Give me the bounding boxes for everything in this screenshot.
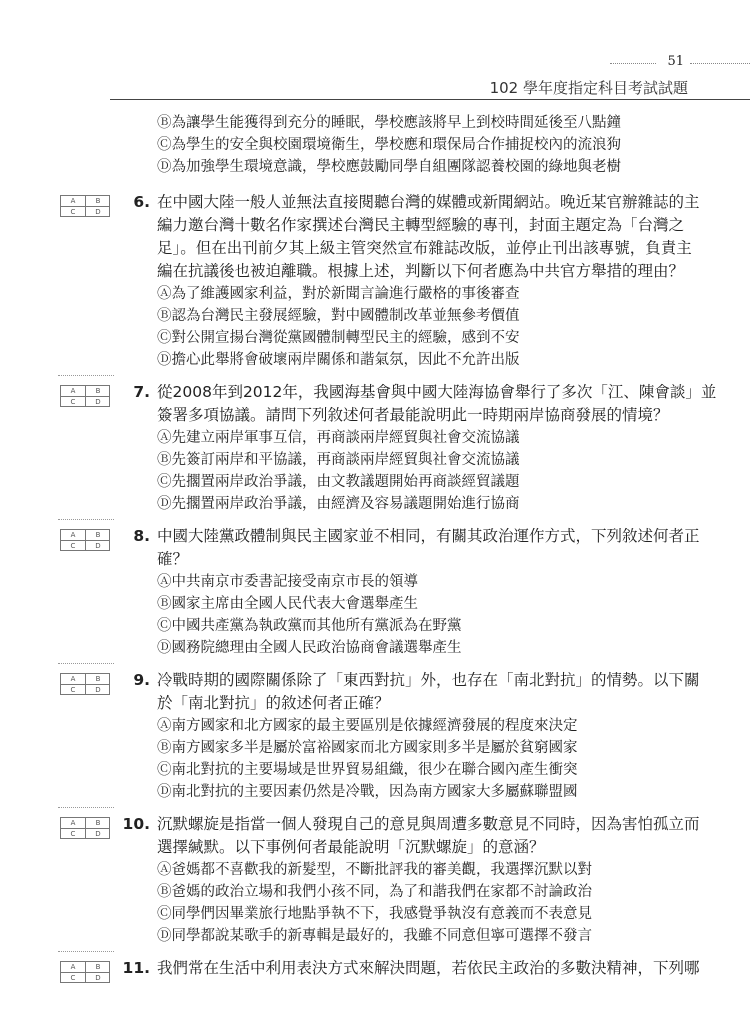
option-b: Ⓑ國家主席由全國人民代表大會選舉產生: [157, 596, 418, 612]
stem-line: 選擇緘默。以下事例何者最能說明「沉默螺旋」的意涵？: [157, 838, 545, 856]
grid-d: D: [95, 974, 101, 982]
question-stem: [0, 813, 700, 859]
option-a: Ⓐ為了維護國家利益，對於新聞言論進行嚴格的事後審查: [157, 286, 520, 302]
question-separator: [58, 807, 114, 808]
option-c: Ⓒ為學生的安全與校園環境衛生，學校應和環保局合作捕捉校內的流浪狗: [157, 137, 621, 153]
question-content: [0, 112, 750, 980]
stem-line: 沉默螺旋是指當一個人發現自己的意見與周遭多數意見不同時，因為害怕孤立而: [157, 815, 700, 833]
question-stem: [0, 191, 700, 283]
options: [0, 427, 750, 515]
option-c: Ⓒ對公開宣揚台灣從黨國體制轉型民主的經驗，感到不安: [157, 330, 520, 346]
option-c: Ⓒ先擱置兩岸政治爭議，由文教議題開始再商談經貿議題: [157, 474, 520, 490]
question-stem: [0, 525, 700, 571]
grid-a: A: [61, 674, 86, 685]
question-9: [0, 669, 750, 803]
options: [0, 571, 750, 659]
grid-c: C: [61, 973, 86, 983]
stem-line: 簽署多項協議。請問下列敘述何者最能說明此一時期兩岸協商發展的情境？: [157, 406, 669, 424]
question-number: 7.: [133, 383, 150, 401]
question-number: 9.: [133, 671, 150, 689]
page-header: [0, 0, 750, 110]
stem-line: 足」。但在出刊前夕其上級主管突然宣布雜誌改版，並停止刊出該專號，負責主: [157, 239, 692, 257]
option-d: Ⓓ為加強學生環境意識，學校應鼓勵同學自組團隊認養校園的綠地與老樹: [157, 159, 621, 175]
option-a: Ⓐ爸媽都不喜歡我的新髮型，不斷批評我的審美觀，我選擇沉默以對: [157, 862, 592, 878]
header-dots-right: [690, 63, 750, 64]
option-d: Ⓓ同學都說某歌手的新專輯是最好的，我雖不同意但寧可選擇不發言: [157, 928, 592, 944]
question-stem: [0, 669, 700, 715]
option-c: Ⓒ南北對抗的主要場域是世界貿易組織，很少在聯合國內產生衝突: [157, 762, 578, 778]
question-number: 11.: [122, 959, 150, 977]
option-c: Ⓒ中國共產黨為執政黨而其他所有黨派為在野黨: [157, 618, 462, 634]
option-b: Ⓑ為讓學生能獲得到充分的睡眠，學校應該將早上到校時間延後至八點鐘: [157, 115, 621, 131]
question-11: [0, 957, 750, 980]
grid-d: D: [95, 830, 101, 838]
grid-a: A: [61, 818, 86, 829]
header-dots-left: [610, 63, 656, 64]
question-7: [0, 381, 750, 515]
grid-b: B: [86, 386, 110, 397]
question-stem: [0, 957, 700, 980]
option-b: Ⓑ先簽訂兩岸和平協議，再商談兩岸經貿與社會交流協議: [157, 452, 520, 468]
stem-line: 冷戰時期的國際關係除了「東西對抗」外，也存在「南北對抗」的情勢。以下關: [157, 671, 700, 689]
grid-c: C: [61, 829, 86, 839]
prev-question-options: [0, 112, 750, 178]
option-d: Ⓓ國務院總理由全國人民政治協商會議選舉產生: [157, 640, 462, 656]
grid-d: D: [95, 208, 101, 216]
option-a: Ⓐ中共南京市委書記接受南京市長的領導: [157, 574, 418, 590]
stem-line: 於「南北對抗」的敘述何者正確？: [157, 694, 390, 712]
option-b: Ⓑ南方國家多半是屬於富裕國家而北方國家則多半是屬於貧窮國家: [157, 740, 578, 756]
stem-line: 我們常在生活中利用表決方式來解決問題，若依民主政治的多數決精神，下列哪: [157, 959, 700, 977]
grid-a: A: [61, 196, 86, 207]
options: [0, 283, 750, 371]
page-number: 51: [667, 54, 684, 69]
grid-c: C: [61, 397, 86, 407]
question-number: 8.: [133, 527, 150, 545]
grid-d: D: [95, 398, 101, 406]
question-6: [0, 191, 750, 371]
question-number: 10.: [122, 815, 150, 833]
stem-line: 編在抗議後也被迫離職。根據上述，判斷以下何者應為中共官方舉措的理由？: [157, 262, 685, 280]
question-number: 6.: [133, 193, 150, 211]
grid-b: B: [86, 530, 110, 541]
grid-a: A: [61, 530, 86, 541]
option-a: Ⓐ先建立兩岸軍事互信，再商談兩岸經貿與社會交流協議: [157, 430, 520, 446]
option-c: Ⓒ同學們因畢業旅行地點爭執不下，我感覺爭執沒有意義而不表意見: [157, 906, 592, 922]
header-divider: [110, 99, 750, 100]
question-separator: [58, 519, 114, 520]
options: [0, 715, 750, 803]
option-a: Ⓐ南方國家和北方國家的最主要區別是依據經濟發展的程度來決定: [157, 718, 578, 734]
options: [0, 859, 750, 947]
stem-line: 確？: [157, 550, 189, 568]
stem-line: 中國大陸黨政體制與民主國家並不相同，有關其政治運作方式，下列敘述何者正: [157, 527, 700, 545]
option-d: Ⓓ先擱置兩岸政治爭議，由經濟及容易議題開始進行協商: [157, 496, 520, 512]
grid-c: C: [61, 685, 86, 695]
grid-b: B: [86, 674, 110, 685]
question-separator: [58, 375, 114, 376]
option-b: Ⓑ爸媽的政治立場和我們小孩不同，為了和諧我們在家都不討論政治: [157, 884, 592, 900]
question-separator: [58, 951, 114, 952]
grid-c: C: [61, 541, 86, 551]
option-b: Ⓑ認為台灣民主發展經驗，對中國體制改革並無參考價值: [157, 308, 520, 324]
grid-d: D: [95, 686, 101, 694]
grid-b: B: [86, 962, 110, 973]
grid-b: B: [86, 818, 110, 829]
option-d: Ⓓ南北對抗的主要因素仍然是冷戰，因為南方國家大多屬蘇聯盟國: [157, 784, 578, 800]
stem-line: 編力邀台灣十數名作家撰述台灣民主轉型經驗的專刊，封面主題定為「台灣之: [157, 216, 685, 234]
grid-b: B: [86, 196, 110, 207]
stem-line: 從2008年到2012年，我國海基會與中國大陸海協會舉行了多次「江、陳會談」並: [157, 383, 717, 401]
stem-line: 在中國大陸一般人並無法直接閱聽台灣的媒體或新聞網站。晚近某官辦雜誌的主: [157, 193, 700, 211]
grid-d: D: [95, 542, 101, 550]
grid-a: A: [61, 962, 86, 973]
question-stem: [0, 381, 717, 427]
exam-title: 102 學年度指定科目考試試題: [489, 79, 688, 97]
question-separator: [58, 663, 114, 664]
grid-c: C: [61, 207, 86, 217]
question-10: [0, 813, 750, 947]
option-d: Ⓓ擔心此舉將會破壞兩岸關係和諧氣氛，因此不允許出版: [157, 352, 520, 368]
question-8: [0, 525, 750, 659]
grid-a: A: [61, 386, 86, 397]
